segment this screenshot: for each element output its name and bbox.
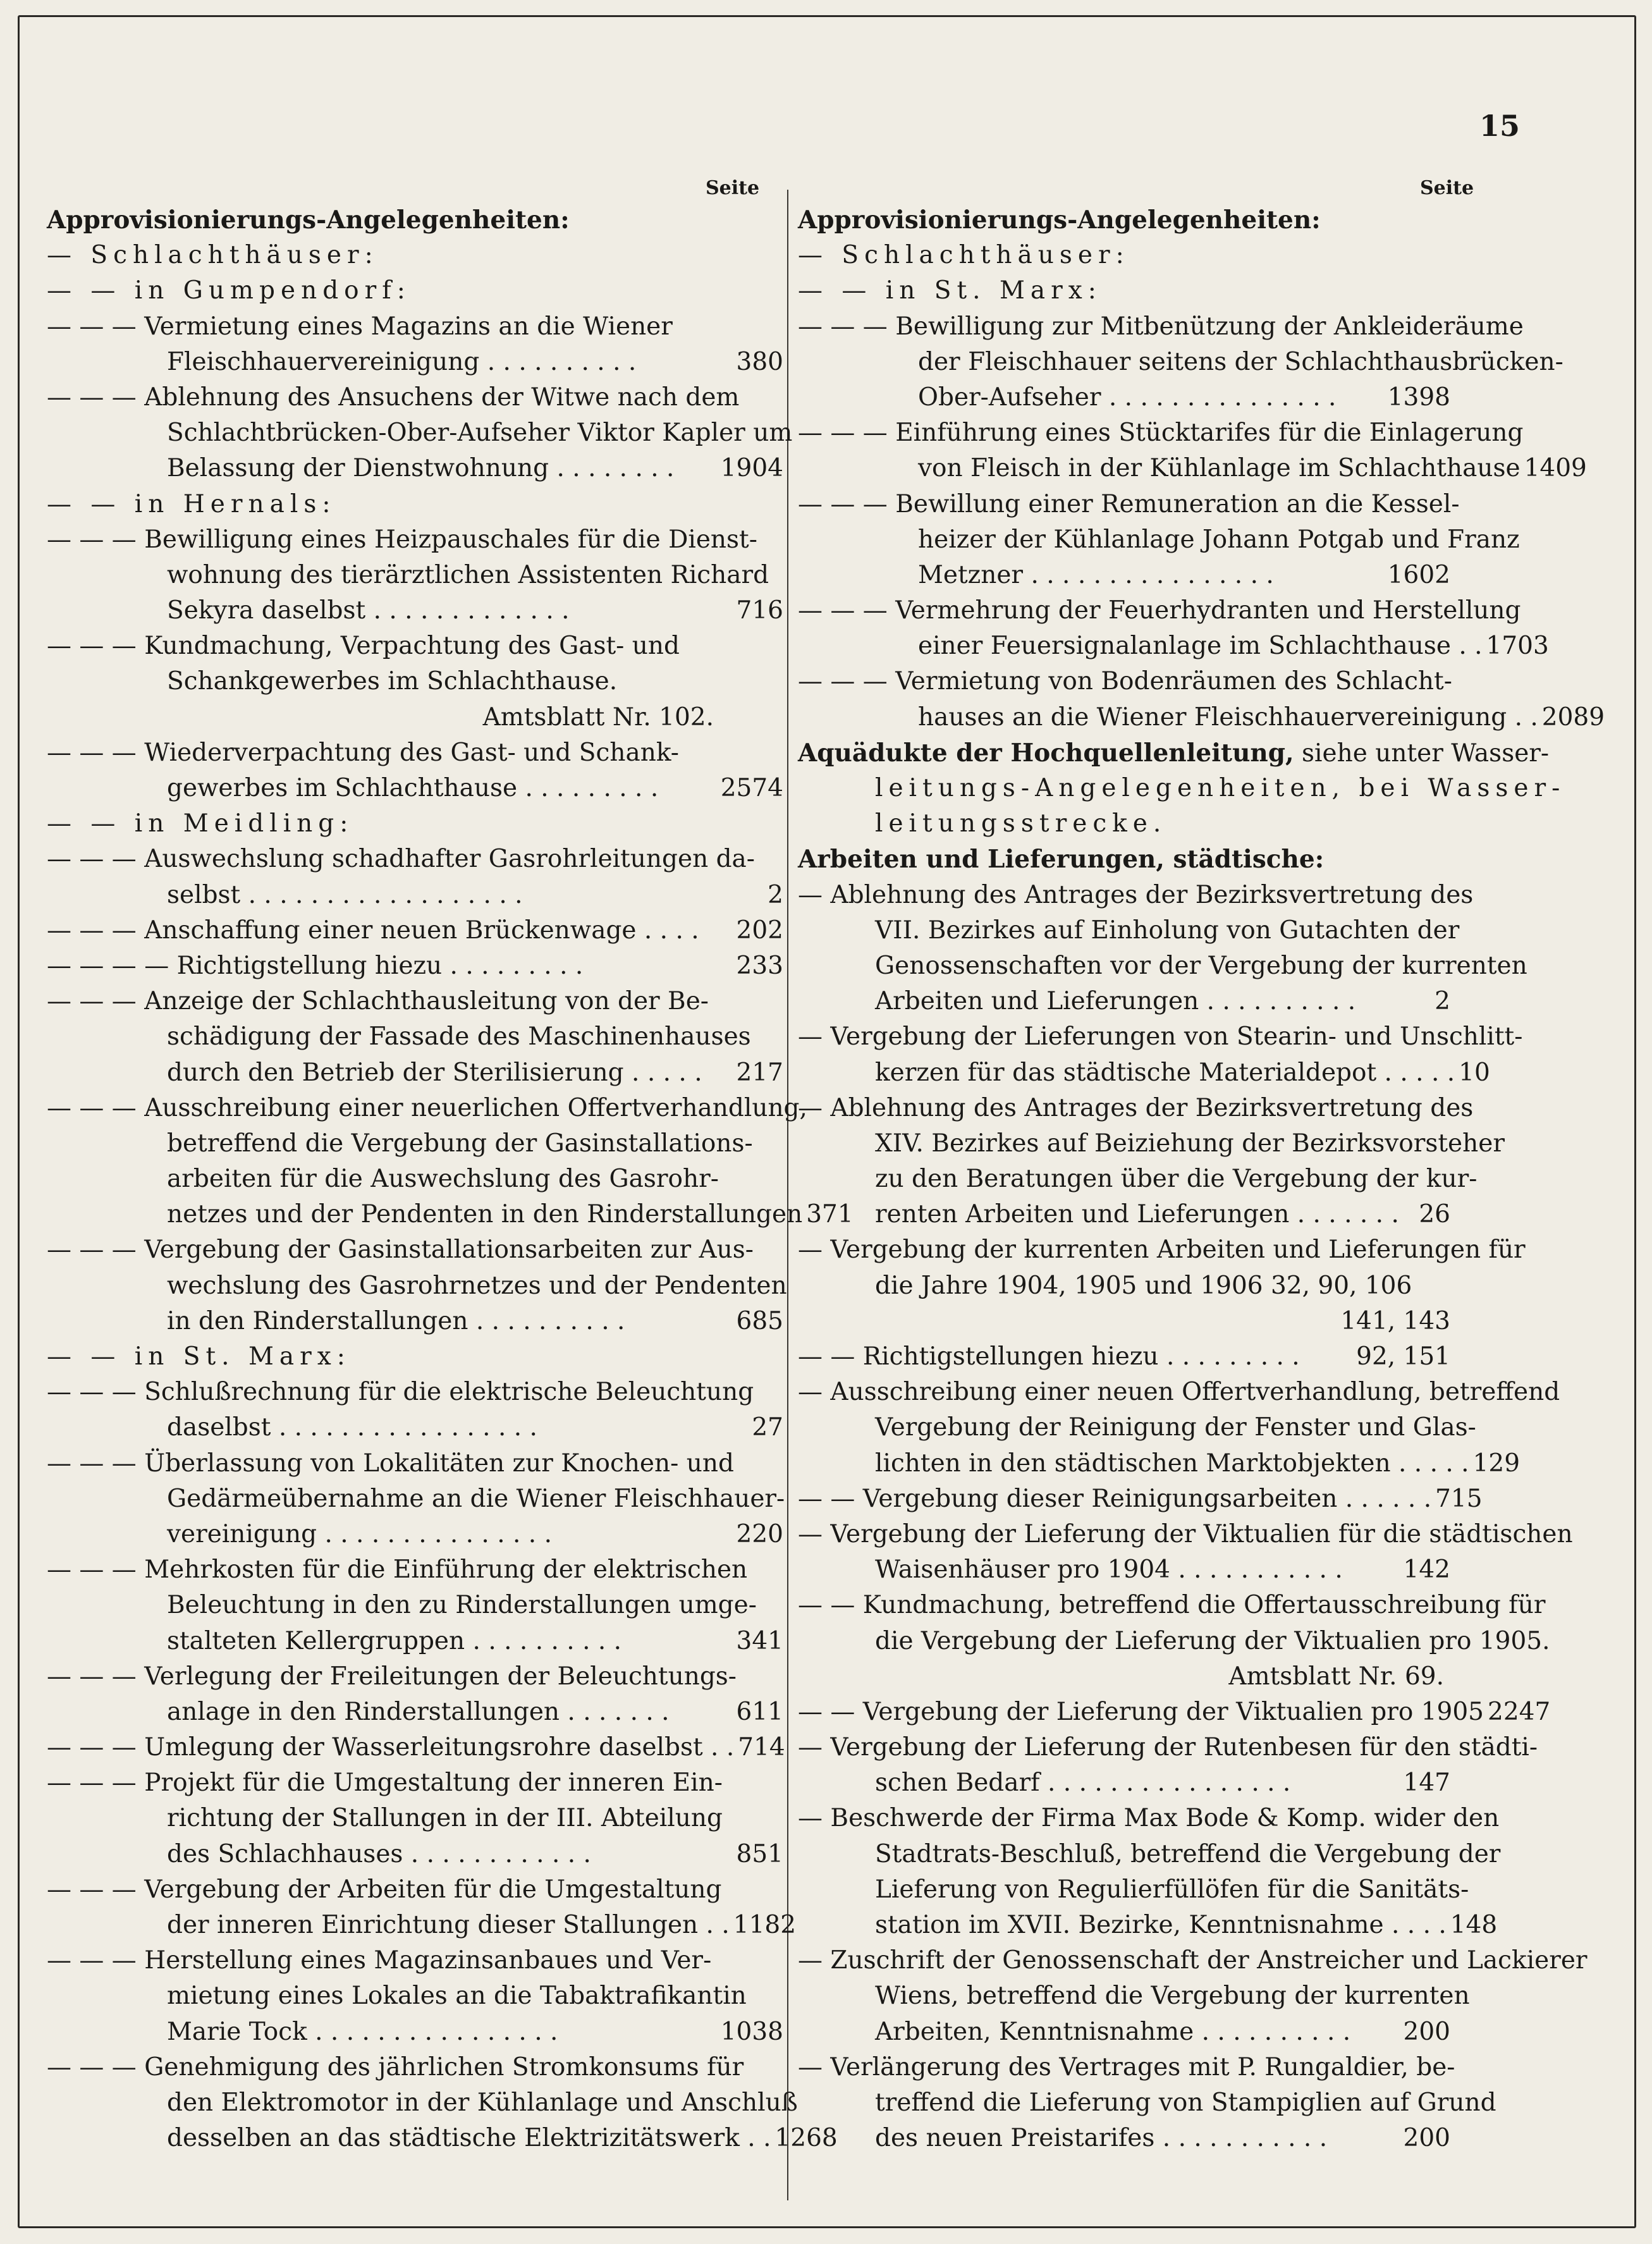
page-ref: 200 bbox=[1403, 2124, 1450, 2153]
index-entry-cont: Metzner . . . . . . . . . . . . . . . . 1602 bbox=[798, 558, 1450, 593]
index-entry-cont: kerzen für das städtische Materialdepot . . . . . 10 bbox=[798, 1055, 1450, 1091]
page-ref: 341 bbox=[736, 1626, 783, 1655]
index-entry: — — — Anschaffung einer neuen Brückenwage . . . . 202 bbox=[47, 913, 783, 948]
index-entry: — Verlängerung des Vertrages mit P. Rungaldier, be- bbox=[798, 2052, 1455, 2082]
index-entry-cont: Beleuchtung in den zu Rinderstallungen umge- bbox=[167, 1591, 757, 1620]
index-entry-cont: Schlachtbrücken-Ober-Aufseher Viktor Kapler um bbox=[167, 419, 793, 448]
index-entry: — — — Vergebung der Gasinstallationsarbeiten zur Aus- bbox=[47, 1235, 754, 1265]
index-entry: — Ausschreibung einer neuen Offertverhandlung, betreffend bbox=[798, 1378, 1560, 1407]
index-entry-cont: stalteten Kellergruppen . . . . . . . . . . 341 bbox=[47, 1624, 783, 1659]
index-entry-cont: mietung eines Lokales an die Tabaktrafikantin bbox=[167, 1982, 747, 2011]
index-entry: — Ablehnung des Antrages der Bezirksvertretung des bbox=[798, 1093, 1474, 1122]
index-entry: — — — Wiederverpachtung des Gast- und Schank- bbox=[47, 738, 679, 767]
index-entry: — — — — Richtigstellung hiezu . . . . . . . . . 233 bbox=[47, 948, 783, 984]
index-entry-cont: renten Arbeiten und Lieferungen . . . . . . . 26 bbox=[798, 1197, 1450, 1232]
page-ref: 2089 bbox=[1541, 702, 1605, 732]
index-entry-cont: netzes und der Pendenten in den Rinderstallungen 371 bbox=[47, 1197, 783, 1232]
column-label-left: Seite bbox=[706, 177, 760, 199]
index-entry: — Beschwerde der Firma Max Bode & Komp. wider den bbox=[798, 1804, 1500, 1833]
index-entry-cont: XIV. Bezirkes auf Beiziehung der Bezirksvorsteher bbox=[875, 1129, 1505, 1158]
index-entry: — — — Ausschreibung einer neuerlichen Offertverhandlung, bbox=[47, 1093, 807, 1122]
page-ref: 1268 bbox=[774, 2124, 838, 2153]
index-entry-cont: in den Rinderstallungen . . . . . . . . . . 685 bbox=[47, 1304, 783, 1339]
index-entry: — — — Vermietung von Bodenräumen des Schlacht- bbox=[798, 667, 1452, 696]
index-entry-cont: durch den Betrieb der Sterilisierung . . . . . 217 bbox=[47, 1055, 783, 1091]
index-entry-cont: hauses an die Wiener Fleischhauervereinigung . . 2089 bbox=[798, 700, 1450, 735]
index-entry-cont: vereinigung . . . . . . . . . . . . . . . 220 bbox=[47, 1517, 783, 1552]
index-entry: — — — Vermietung eines Magazins an die Wiener bbox=[47, 312, 673, 341]
page-ref: 10 bbox=[1459, 1058, 1490, 1087]
page-ref: 380 bbox=[736, 347, 783, 376]
index-entry: — Vergebung der Lieferung der Rutenbesen für den städti- bbox=[798, 1733, 1538, 1762]
index-entry-cont: daselbst . . . . . . . . . . . . . . . . . 27 bbox=[47, 1410, 783, 1445]
page-ref-line: 141, 143 bbox=[1340, 1306, 1450, 1335]
cross-reference: Aquädukte der Hochquellenleitung, siehe unter Wasser- bbox=[798, 738, 1550, 768]
page-ref: 142 bbox=[1403, 1555, 1450, 1585]
index-entry-cont: Lieferung von Regulierfüllöfen für die Sanitäts- bbox=[875, 1875, 1469, 1904]
section-heading: Arbeiten und Lieferungen, städtische: bbox=[798, 845, 1325, 874]
index-entry: — — — Einführung eines Stücktarifes für die Einlagerung bbox=[798, 419, 1524, 448]
index-entry-cont: VII. Bezirkes auf Einholung von Gutachten der bbox=[875, 916, 1460, 945]
column-divider bbox=[787, 190, 788, 2200]
index-entry-cont: Marie Tock . . . . . . . . . . . . . . . . 1038 bbox=[47, 2014, 783, 2050]
page-ref: 26 bbox=[1419, 1200, 1450, 1229]
index-entry-cont: Wiens, betreffend die Vergebung der kurrenten bbox=[875, 1982, 1470, 2011]
subheading: — Schlachthäuser: bbox=[798, 241, 1130, 270]
page-ref: 715 bbox=[1435, 1484, 1483, 1513]
page-ref: 685 bbox=[736, 1306, 783, 1335]
index-entry-cont: anlage in den Rinderstallungen . . . . . . . 611 bbox=[47, 1695, 783, 1730]
page-ref: 1602 bbox=[1387, 560, 1450, 589]
index-entry: — Vergebung der Lieferung der Viktualien für die städtischen bbox=[798, 1519, 1573, 1548]
index-column-right bbox=[798, 202, 1605, 2156]
index-entry: — Vergebung der Lieferungen von Stearin- und Unschlitt- bbox=[798, 1022, 1523, 1051]
index-entry: — — Vergebung der Lieferung der Viktualien pro 1905 2247 bbox=[798, 1695, 1450, 1730]
page-ref: 2 bbox=[768, 880, 783, 909]
page-ref: 129 bbox=[1472, 1449, 1520, 1478]
page-ref: 1398 bbox=[1387, 383, 1450, 412]
index-entry-cont: die Jahre 1904, 1905 und 1906 32, 90, 106 bbox=[875, 1271, 1412, 1300]
index-entry-cont: desselben an das städtische Elektrizitätswerk . . 1268 bbox=[47, 2121, 783, 2156]
page-ref: 147 bbox=[1403, 1769, 1450, 1798]
page-number: 15 bbox=[1479, 109, 1520, 143]
subheading: — — in Meidling: bbox=[47, 809, 354, 838]
index-entry-cont: Waisenhäuser pro 1904 . . . . . . . . . . . 142 bbox=[798, 1552, 1450, 1588]
page-ref: 611 bbox=[736, 1697, 783, 1726]
index-entry-cont: schen Bedarf . . . . . . . . . . . . . . . . 147 bbox=[798, 1765, 1450, 1801]
subheading: — — in St. Marx: bbox=[47, 1342, 351, 1371]
index-entry-cont: Belassung der Dienstwohnung . . . . . . . . 1904 bbox=[47, 451, 783, 486]
index-entry: — — — Ablehnung des Ansuchens der Witwe nach dem bbox=[47, 383, 740, 412]
column-label-right: Seite bbox=[1420, 177, 1474, 199]
index-entry-cont: die Vergebung der Lieferung der Viktualien pro 1905. bbox=[875, 1626, 1550, 1655]
index-entry-cont: heizer der Kühlanlage Johann Potgab und Franz bbox=[918, 525, 1520, 554]
index-entry-cont: der Fleischhauer seitens der Schlachthausbrücken- bbox=[918, 347, 1563, 376]
index-entry: — — — Bewilligung eines Heizpauschales für die Dienst- bbox=[47, 525, 757, 554]
index-entry: — — — Genehmigung des jährlichen Stromkonsums für bbox=[47, 2052, 744, 2082]
index-entry-cont: Sekyra daselbst . . . . . . . . . . . . . 716 bbox=[47, 593, 783, 628]
index-entry-cont: Genossenschaften vor der Vergebung der kurrenten bbox=[875, 951, 1527, 980]
index-entry-cont: richtung der Stallungen in der III. Abteilung bbox=[167, 1804, 723, 1833]
index-entry: — Zuschrift der Genossenschaft der Anstreicher und Lackierer bbox=[798, 1946, 1588, 1975]
page-ref: 1182 bbox=[733, 1911, 797, 1939]
index-entry-cont: schädigung der Fassade des Maschinenhauses bbox=[167, 1022, 751, 1051]
index-entry: — — — Vergebung der Arbeiten für die Umgestaltung bbox=[47, 1875, 722, 1904]
index-entry: — — — Anzeige der Schlachthausleitung von der Be- bbox=[47, 987, 709, 1016]
index-entry-cont: Ober-Aufseher . . . . . . . . . . . . . . . 1398 bbox=[798, 380, 1450, 415]
index-entry: — Vergebung der kurrenten Arbeiten und Lieferungen für bbox=[798, 1235, 1526, 1265]
amtsblatt-ref: Amtsblatt Nr. 69. bbox=[1228, 1662, 1444, 1691]
page-ref: 202 bbox=[736, 916, 783, 945]
index-entry: — — — Herstellung eines Magazinsanbaues und Ver- bbox=[47, 1946, 712, 1975]
section-heading: Approvisionierungs-Angelegenheiten: bbox=[798, 205, 1321, 235]
index-column-left bbox=[47, 202, 854, 2156]
cross-reference-cont: leitungs-Angelegenheiten, bei Wasser- bbox=[875, 774, 1566, 802]
index-entry: — — — Projekt für die Umgestaltung der inneren Ein- bbox=[47, 1769, 723, 1798]
index-entry-cont: treffend die Lieferung von Stampiglien auf Grund bbox=[875, 2088, 1496, 2117]
page-ref: 148 bbox=[1450, 1911, 1498, 1939]
subheading: — — in Hernals: bbox=[47, 489, 336, 518]
index-entry-cont: gewerbes im Schlachthause . . . . . . . . . 2574 bbox=[47, 771, 783, 806]
index-entry-cont: der inneren Einrichtung dieser Stallungen . . 1182 bbox=[47, 1908, 783, 1943]
index-entry-cont: arbeiten für die Auswechslung des Gasrohr- bbox=[167, 1165, 719, 1194]
subheading: — — in Gumpendorf: bbox=[47, 276, 411, 305]
index-entry-cont: zu den Beratungen über die Vergebung der kur- bbox=[875, 1165, 1478, 1194]
index-entry: — — — Kundmachung, Verpachtung des Gast- und bbox=[47, 632, 680, 661]
index-entry-cont: Vergebung der Reinigung der Fenster und Glas- bbox=[875, 1413, 1476, 1442]
index-entry: — — — Vermehrung der Feuerhydranten und Herstellung bbox=[798, 596, 1521, 625]
index-entry-cont: des neuen Preistarifes . . . . . . . . . . . 200 bbox=[798, 2121, 1450, 2156]
page-ref: 1904 bbox=[720, 454, 783, 483]
index-entry: — — — Bewilligung zur Mitbenützung der Ankleideräume bbox=[798, 312, 1524, 341]
page-ref: 1409 bbox=[1524, 454, 1587, 483]
index-entry-cont: von Fleisch in der Kühlanlage im Schlachthause 1409 bbox=[798, 451, 1450, 486]
index-entry: — — — Bewillung einer Remuneration an die Kessel- bbox=[798, 489, 1460, 518]
index-entry-cont: Schankgewerbes im Schlachthause. bbox=[167, 667, 618, 696]
index-entry-cont: station im XVII. Bezirke, Kenntnisnahme . . . . 148 bbox=[798, 1908, 1450, 1943]
index-entry-cont: lichten in den städtischen Marktobjekten . . . . . 129 bbox=[798, 1446, 1450, 1481]
index-entry: — Ablehnung des Antrages der Bezirksvertretung des bbox=[798, 880, 1474, 909]
index-entry-cont: Fleischhauervereinigung . . . . . . . . . . 380 bbox=[47, 345, 783, 380]
index-entry-cont: Arbeiten und Lieferungen . . . . . . . . . . 2 bbox=[798, 984, 1450, 1019]
subheading: — — in St. Marx: bbox=[798, 276, 1102, 305]
page-ref: 851 bbox=[736, 1839, 783, 1868]
page-ref: 2574 bbox=[720, 774, 783, 802]
index-entry-cont: Arbeiten, Kenntnisnahme . . . . . . . . . . 200 bbox=[798, 2014, 1450, 2050]
subheading: — Schlachthäuser: bbox=[47, 241, 379, 270]
index-entry-cont: Gedärmeübernahme an die Wiener Fleischhauer- bbox=[167, 1484, 785, 1513]
index-entry-cont: wechslung des Gasrohrnetzes und der Pendenten bbox=[167, 1271, 787, 1300]
index-entry: — — Kundmachung, betreffend die Offertausschreibung für bbox=[798, 1591, 1546, 1620]
cross-reference-cont: leitungsstrecke. bbox=[875, 809, 1167, 838]
page-ref: 200 bbox=[1403, 2017, 1450, 2046]
amtsblatt-ref: Amtsblatt Nr. 102. bbox=[482, 702, 714, 732]
page-ref: 1703 bbox=[1486, 632, 1549, 661]
index-entry-cont: einer Feuersignalanlage im Schlachthause . . 1703 bbox=[798, 628, 1450, 664]
page-ref: 92, 151 bbox=[1356, 1342, 1450, 1371]
index-entry: — — — Auswechslung schadhafter Gasrohrleitungen da- bbox=[47, 845, 755, 874]
index-entry-cont: betreffend die Vergebung der Gasinstallations- bbox=[167, 1129, 753, 1158]
index-entry-cont: wohnung des tierärztlichen Assistenten Richard bbox=[167, 560, 769, 589]
page-ref: 714 bbox=[738, 1733, 785, 1762]
page-ref: 1038 bbox=[720, 2017, 783, 2046]
index-entry: — — Richtigstellungen hiezu . . . . . . . . . 92, 151 bbox=[798, 1339, 1450, 1375]
page-ref: 233 bbox=[736, 951, 783, 980]
page-ref: 716 bbox=[736, 596, 783, 625]
index-entry-cont: selbst . . . . . . . . . . . . . . . . . . 2 bbox=[47, 878, 783, 913]
index-entry-cont: den Elektromotor in der Kühlanlage und Anschluß bbox=[167, 2088, 798, 2117]
index-entry: — — Vergebung dieser Reinigungsarbeiten . . . . . . 715 bbox=[798, 1481, 1450, 1517]
section-heading: Approvisionierungs-Angelegenheiten: bbox=[47, 205, 570, 235]
index-entry-cont: des Schlachhauses . . . . . . . . . . . . 851 bbox=[47, 1837, 783, 1872]
page-ref: 220 bbox=[736, 1519, 783, 1548]
page-ref: 371 bbox=[806, 1200, 854, 1229]
page-ref: 2 bbox=[1435, 987, 1450, 1016]
page-ref: 217 bbox=[736, 1058, 783, 1087]
index-entry: — — — Schlußrechnung für die elektrische Beleuchtung bbox=[47, 1378, 754, 1407]
index-entry: — — — Verlegung der Freileitungen der Beleuchtungs- bbox=[47, 1662, 737, 1691]
index-entry: — — — Umlegung der Wasserleitungsrohre daselbst . . 714 bbox=[47, 1730, 783, 1765]
page-ref: 27 bbox=[752, 1413, 783, 1442]
index-entry: — — — Mehrkosten für die Einführung der elektrischen bbox=[47, 1555, 748, 1585]
index-entry: — — — Überlassung von Lokalitäten zur Knochen- und bbox=[47, 1449, 734, 1478]
index-entry-cont: Stadtrats-Beschluß, betreffend die Vergebung der bbox=[875, 1839, 1501, 1868]
page-ref: 2247 bbox=[1488, 1697, 1551, 1726]
